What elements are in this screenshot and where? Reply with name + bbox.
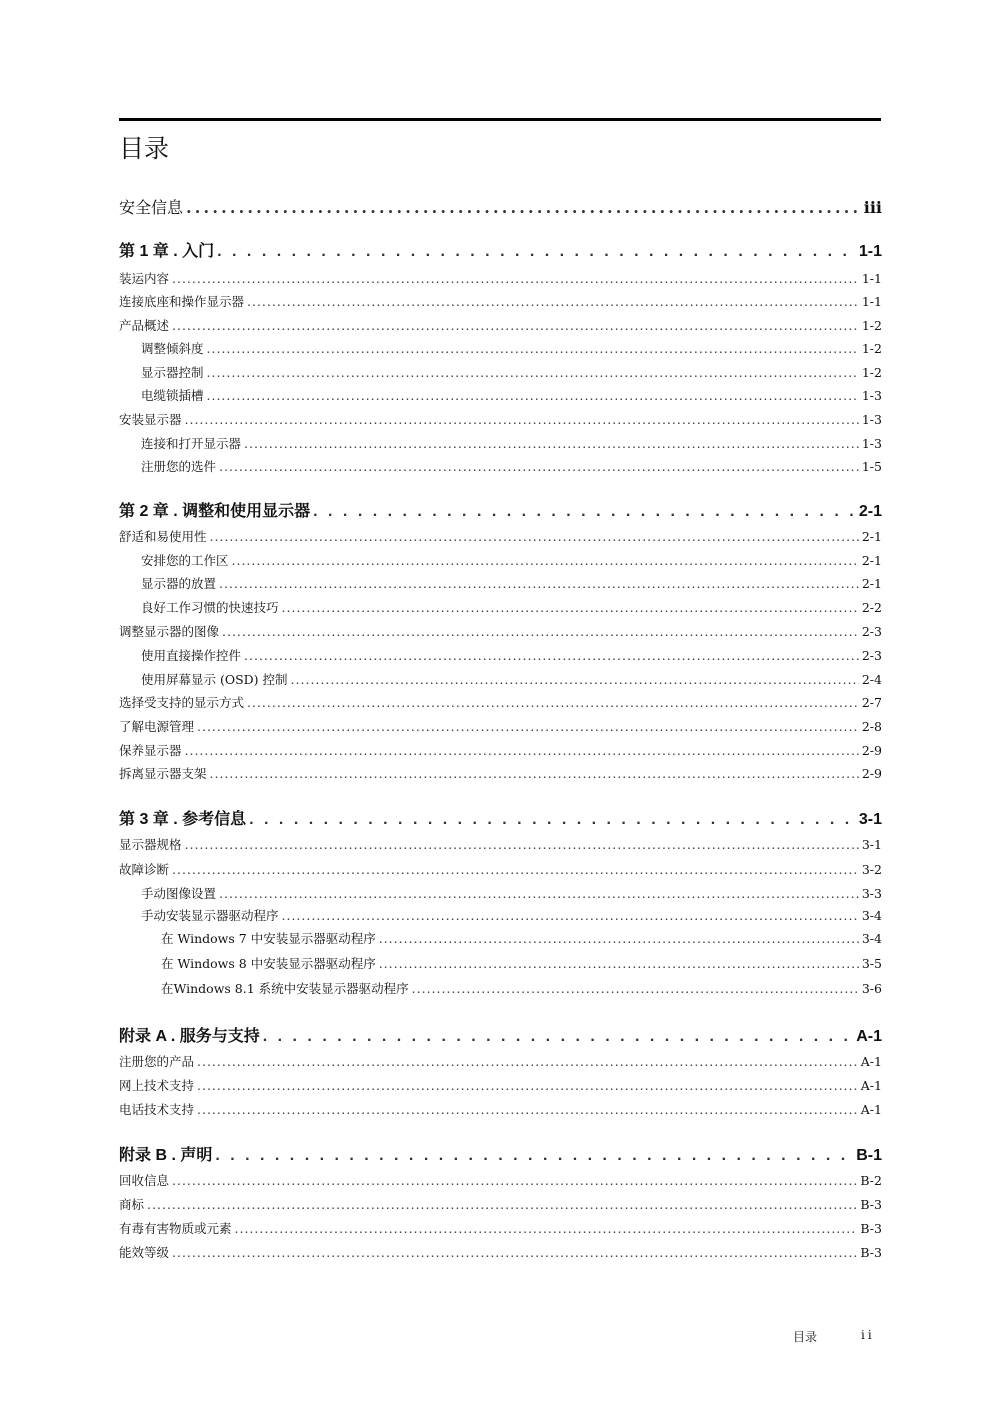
toc-entry[interactable] bbox=[119, 293, 882, 311]
toc-label: 安装显示器 bbox=[119, 412, 182, 427]
toc-page: 2-7 bbox=[861, 695, 882, 710]
toc-page: 2-9 bbox=[861, 766, 882, 781]
toc-label: 连接底座和操作显示器 bbox=[119, 294, 245, 309]
toc-page: 1-5 bbox=[861, 459, 882, 474]
dot-leader bbox=[185, 836, 859, 854]
toc-label: 了解电源管理 bbox=[119, 719, 195, 734]
toc-label: 产品概述 bbox=[119, 318, 170, 333]
dot-leader bbox=[412, 980, 859, 998]
toc-page: 3-1 bbox=[858, 811, 882, 828]
toc-page: 1-3 bbox=[861, 436, 882, 451]
toc-entry[interactable] bbox=[119, 718, 882, 736]
toc-entry[interactable] bbox=[119, 930, 882, 948]
toc-label: 安全信息 bbox=[119, 198, 184, 217]
toc-entry[interactable] bbox=[119, 1077, 882, 1095]
toc-page: 3-2 bbox=[861, 862, 882, 877]
toc-page: iii bbox=[863, 198, 882, 217]
toc-page: 1-2 bbox=[861, 341, 882, 356]
dot-leader bbox=[247, 293, 859, 311]
toc-page: A-1 bbox=[860, 1102, 882, 1117]
toc-appendix-a[interactable] bbox=[119, 1025, 882, 1049]
dot-leader bbox=[172, 861, 859, 879]
dot-leader bbox=[185, 411, 859, 429]
toc-page: 1-1 bbox=[858, 243, 882, 260]
toc-label: 在Windows 8.1 系统中安装显示器驱动程序 bbox=[161, 981, 409, 996]
toc-label: 第 1 章 . 入门 bbox=[119, 243, 215, 260]
toc-label: 在 Windows 8 中安装显示器驱动程序 bbox=[161, 956, 376, 971]
dot-leader bbox=[186, 196, 861, 220]
toc-page: 3-3 bbox=[861, 886, 882, 901]
toc-entry[interactable] bbox=[119, 955, 882, 973]
toc-entry[interactable] bbox=[119, 552, 882, 570]
toc-page: 2-3 bbox=[861, 648, 882, 663]
footer-title: 目录 bbox=[793, 1330, 818, 1344]
toc-label: 使用屏幕显示 (OSD) 控制 bbox=[141, 672, 288, 687]
toc-label: 调整显示器的图像 bbox=[119, 624, 220, 639]
toc-chapter-3[interactable] bbox=[119, 808, 882, 832]
toc-label: 保养显示器 bbox=[119, 743, 182, 758]
toc-entry[interactable] bbox=[119, 1172, 882, 1190]
top-rule bbox=[119, 118, 881, 121]
toc-label: 良好工作习惯的快速技巧 bbox=[141, 600, 279, 615]
dot-leader bbox=[207, 364, 859, 382]
toc-entry[interactable] bbox=[119, 861, 882, 879]
toc-entry[interactable] bbox=[119, 340, 882, 358]
dot-leader bbox=[282, 907, 859, 925]
toc-page: 3-5 bbox=[861, 956, 882, 971]
toc-label: 电缆锁插槽 bbox=[141, 388, 204, 403]
dot-leader bbox=[313, 500, 856, 524]
dot-leader bbox=[222, 623, 859, 641]
toc-page: 2-3 bbox=[861, 624, 882, 639]
toc-entry[interactable] bbox=[119, 907, 882, 925]
toc-entry[interactable] bbox=[119, 647, 882, 665]
toc-page: 1-1 bbox=[861, 271, 882, 286]
dot-leader bbox=[219, 575, 859, 593]
dot-leader bbox=[197, 1101, 858, 1119]
toc-page: B-3 bbox=[860, 1221, 882, 1236]
dot-leader bbox=[172, 1172, 857, 1190]
dot-leader bbox=[379, 930, 859, 948]
toc-entry[interactable] bbox=[119, 980, 882, 998]
dot-leader bbox=[235, 1220, 858, 1238]
toc-page: 2-2 bbox=[861, 600, 882, 615]
toc-label: 回收信息 bbox=[119, 1173, 170, 1188]
toc-label: 附录 B . 声明 bbox=[119, 1147, 213, 1164]
dot-leader bbox=[207, 387, 859, 405]
toc-entry[interactable] bbox=[119, 364, 882, 382]
toc-page: B-3 bbox=[860, 1197, 882, 1212]
toc-label: 拆离显示器支架 bbox=[119, 766, 207, 781]
toc-page: 1-3 bbox=[861, 412, 882, 427]
toc-entry[interactable] bbox=[119, 765, 882, 783]
dot-leader bbox=[147, 1196, 857, 1214]
dot-leader bbox=[219, 885, 859, 903]
toc-entry[interactable] bbox=[119, 1196, 882, 1214]
dot-leader bbox=[263, 1025, 853, 1049]
toc-entry[interactable] bbox=[119, 836, 882, 854]
toc-label: 安排您的工作区 bbox=[141, 553, 229, 568]
toc-page: B-3 bbox=[860, 1245, 882, 1260]
toc-page: 2-4 bbox=[861, 672, 882, 687]
toc-page: B-1 bbox=[856, 1147, 882, 1164]
toc-label: 注册您的选件 bbox=[141, 459, 217, 474]
dot-leader bbox=[197, 1077, 858, 1095]
dot-leader bbox=[172, 1244, 857, 1262]
toc-label: 舒适和易使用性 bbox=[119, 529, 207, 544]
footer-page-number: ii bbox=[861, 1328, 875, 1342]
toc-chapter-1[interactable] bbox=[119, 240, 882, 264]
toc-label: 显示器控制 bbox=[141, 365, 204, 380]
toc-entry[interactable] bbox=[119, 599, 882, 617]
dot-leader bbox=[291, 671, 859, 689]
toc-page: 3-4 bbox=[861, 931, 882, 946]
toc-page: 2-1 bbox=[861, 529, 882, 544]
toc-chapter-2[interactable] bbox=[119, 500, 882, 524]
toc-entry[interactable] bbox=[119, 1101, 882, 1119]
toc-entry[interactable] bbox=[119, 742, 882, 760]
toc-page: 3-1 bbox=[861, 837, 882, 852]
dot-leader bbox=[207, 340, 859, 358]
toc-entry[interactable] bbox=[119, 317, 882, 335]
toc-appendix-b[interactable] bbox=[119, 1144, 882, 1168]
dot-leader bbox=[210, 765, 859, 783]
toc-label: 手动安装显示器驱动程序 bbox=[141, 908, 279, 923]
toc-page: 2-8 bbox=[861, 719, 882, 734]
toc-entry[interactable] bbox=[119, 435, 882, 453]
toc-label: 第 3 章 . 参考信息 bbox=[119, 811, 247, 828]
toc-label: 装运内容 bbox=[119, 271, 170, 286]
toc-label: 选择受支持的显示方式 bbox=[119, 695, 245, 710]
toc-page: 2-9 bbox=[861, 743, 882, 758]
toc-page: 1-2 bbox=[861, 365, 882, 380]
toc-label: 调整倾斜度 bbox=[141, 341, 204, 356]
dot-leader bbox=[172, 270, 859, 288]
toc-entry[interactable] bbox=[119, 458, 882, 476]
toc-page: 1-1 bbox=[861, 294, 882, 309]
toc-label: 连接和打开显示器 bbox=[141, 436, 242, 451]
toc-label: 有毒有害物质或元素 bbox=[119, 1221, 232, 1236]
toc-entry[interactable] bbox=[119, 885, 882, 903]
dot-leader bbox=[197, 1053, 858, 1071]
dot-leader bbox=[282, 599, 859, 617]
toc-page: A-1 bbox=[860, 1054, 882, 1069]
toc-label: 在 Windows 7 中安装显示器驱动程序 bbox=[161, 931, 376, 946]
toc-entry[interactable] bbox=[119, 1244, 882, 1262]
toc-label: 注册您的产品 bbox=[119, 1054, 195, 1069]
toc-entry[interactable] bbox=[119, 270, 882, 288]
dot-leader bbox=[249, 808, 856, 832]
toc-entry[interactable] bbox=[119, 1053, 882, 1071]
page-title: 目录 bbox=[119, 134, 170, 163]
toc-label: 商标 bbox=[119, 1197, 145, 1212]
toc-label: 网上技术支持 bbox=[119, 1078, 195, 1093]
toc-entry-safety[interactable] bbox=[119, 196, 882, 220]
dot-leader bbox=[215, 1144, 853, 1168]
toc-label: 附录 A . 服务与支持 bbox=[119, 1028, 260, 1045]
toc-page: 3-4 bbox=[861, 908, 882, 923]
toc-page: 2-1 bbox=[861, 576, 882, 591]
toc-label: 使用直接操作控件 bbox=[141, 648, 242, 663]
dot-leader bbox=[219, 458, 859, 476]
toc-page: 2-1 bbox=[858, 503, 882, 520]
dot-leader bbox=[244, 435, 859, 453]
toc-page: B-2 bbox=[860, 1173, 882, 1188]
toc-entry[interactable] bbox=[119, 575, 882, 593]
toc-entry[interactable] bbox=[119, 528, 882, 546]
dot-leader bbox=[185, 742, 859, 760]
dot-leader bbox=[172, 317, 859, 335]
toc-label: 能效等级 bbox=[119, 1245, 170, 1260]
dot-leader bbox=[379, 955, 859, 973]
toc-page: 1-2 bbox=[861, 318, 882, 333]
toc-page: 1-3 bbox=[861, 388, 882, 403]
toc-entry[interactable] bbox=[119, 671, 882, 689]
toc-entry[interactable] bbox=[119, 411, 882, 429]
toc-page: A-1 bbox=[856, 1028, 882, 1045]
toc-label: 显示器规格 bbox=[119, 837, 182, 852]
dot-leader bbox=[232, 552, 859, 570]
toc-label: 故障诊断 bbox=[119, 862, 170, 877]
dot-leader bbox=[247, 694, 859, 712]
toc-label: 第 2 章 . 调整和使用显示器 bbox=[119, 503, 311, 520]
toc-label: 电话技术支持 bbox=[119, 1102, 195, 1117]
toc-entry[interactable] bbox=[119, 694, 882, 712]
toc-label: 手动图像设置 bbox=[141, 886, 217, 901]
toc-page: 3-6 bbox=[861, 981, 882, 996]
dot-leader bbox=[244, 647, 859, 665]
dot-leader bbox=[197, 718, 859, 736]
toc-entry[interactable] bbox=[119, 387, 882, 405]
dot-leader bbox=[210, 528, 859, 546]
toc-page: A-1 bbox=[860, 1078, 882, 1093]
toc-entry[interactable] bbox=[119, 623, 882, 641]
toc-page: 2-1 bbox=[861, 553, 882, 568]
toc-label: 显示器的放置 bbox=[141, 576, 217, 591]
dot-leader bbox=[217, 240, 856, 264]
toc-entry[interactable] bbox=[119, 1220, 882, 1238]
